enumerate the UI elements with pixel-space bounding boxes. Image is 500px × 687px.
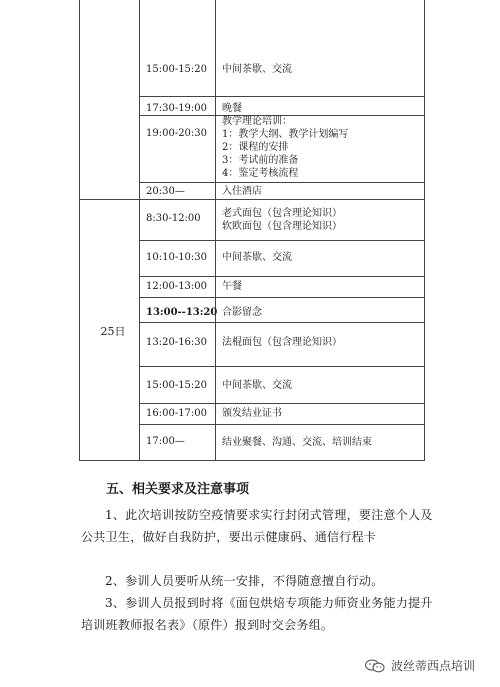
row-line <box>139 403 425 404</box>
requirement-item: 1、此次培训按防空疫情要求实行封闭式管理，要注意个人及公共卫生，做好自我防护，要出示健康码、通信行程卡 <box>81 508 433 544</box>
row-line <box>139 424 425 425</box>
row-line <box>139 240 425 241</box>
activity-cell: 结业聚餐、沟通、交流、培训结束 <box>222 437 372 448</box>
activity-cell: 中间茶歇、交流 <box>222 252 292 263</box>
table-divider-time <box>215 0 216 461</box>
activity-cell: 中间茶歇、交流 <box>222 380 292 391</box>
activity-line: 1：教学大纲、教学计划编写 <box>222 129 349 140</box>
row-line <box>139 182 425 183</box>
watermark-text: 波丝蒂西点培训 <box>391 659 476 673</box>
activity-line: 4：鉴定考核流程 <box>222 168 299 179</box>
requirement-item: 2、参训人员要听从统一安排，不得随意擅自行动。 <box>105 574 384 588</box>
time-cell: 10:10-10:30 <box>146 252 208 263</box>
schedule-table <box>79 0 425 461</box>
table-border-left <box>79 0 80 461</box>
activity-cell: 入住酒店 <box>222 186 262 197</box>
activity-cell: 合影留念 <box>222 307 262 318</box>
activity-line: 教学理论培训： <box>222 116 292 127</box>
row-line <box>79 199 425 200</box>
activity-cell: 颁发结业证书 <box>222 408 282 419</box>
watermark <box>365 657 475 674</box>
activity-cell: 晚餐 <box>222 103 242 114</box>
row-line <box>139 366 425 367</box>
time-cell: 15:00-15:20 <box>146 64 208 75</box>
time-cell: 16:00-17:00 <box>146 408 208 419</box>
activity-cell <box>222 115 348 180</box>
row-line <box>139 297 425 298</box>
table-divider-day <box>139 0 140 461</box>
table-border-right <box>424 0 425 461</box>
activity-line: 2：课程的安排 <box>222 142 289 153</box>
activity-line: 软欧面包（包含理论知识） <box>222 221 342 232</box>
section-heading: 五、相关要求及注意事项 <box>106 482 250 497</box>
activity-line: 3：考试前的准备 <box>222 155 299 166</box>
time-cell: 17:30-19:00 <box>146 103 208 114</box>
row-line <box>139 276 425 277</box>
activity-cell: 法棍面包（包含理论知识） <box>222 337 342 348</box>
time-cell: 17:00— <box>146 436 185 447</box>
activity-cell: 中间茶歇、交流 <box>222 64 292 75</box>
row-line <box>139 322 425 323</box>
day-label: 25日 <box>100 325 126 338</box>
requirement-item: 3、参训人员报到时将《面包烘焙专项能力师资业务能力提升培训班教师报名表》（原件）报到时交会务组。 <box>81 596 433 632</box>
time-cell: 20:30— <box>146 186 185 197</box>
activity-cell <box>222 207 342 233</box>
time-cell: 13:00--13:20 <box>146 307 218 318</box>
time-cell: 8:30-12:00 <box>146 213 201 224</box>
time-cell: 13:20-16:30 <box>146 337 208 348</box>
row-line <box>139 96 425 97</box>
activity-line: 老式面包（包含理论知识） <box>222 208 342 219</box>
activity-cell: 午餐 <box>222 281 242 292</box>
wechat-icon <box>365 659 385 673</box>
time-cell: 19:00-20:30 <box>146 128 208 139</box>
time-cell: 15:00-15:20 <box>146 380 208 391</box>
time-cell: 12:00-13:00 <box>146 281 208 292</box>
table-border-bottom <box>79 460 425 461</box>
